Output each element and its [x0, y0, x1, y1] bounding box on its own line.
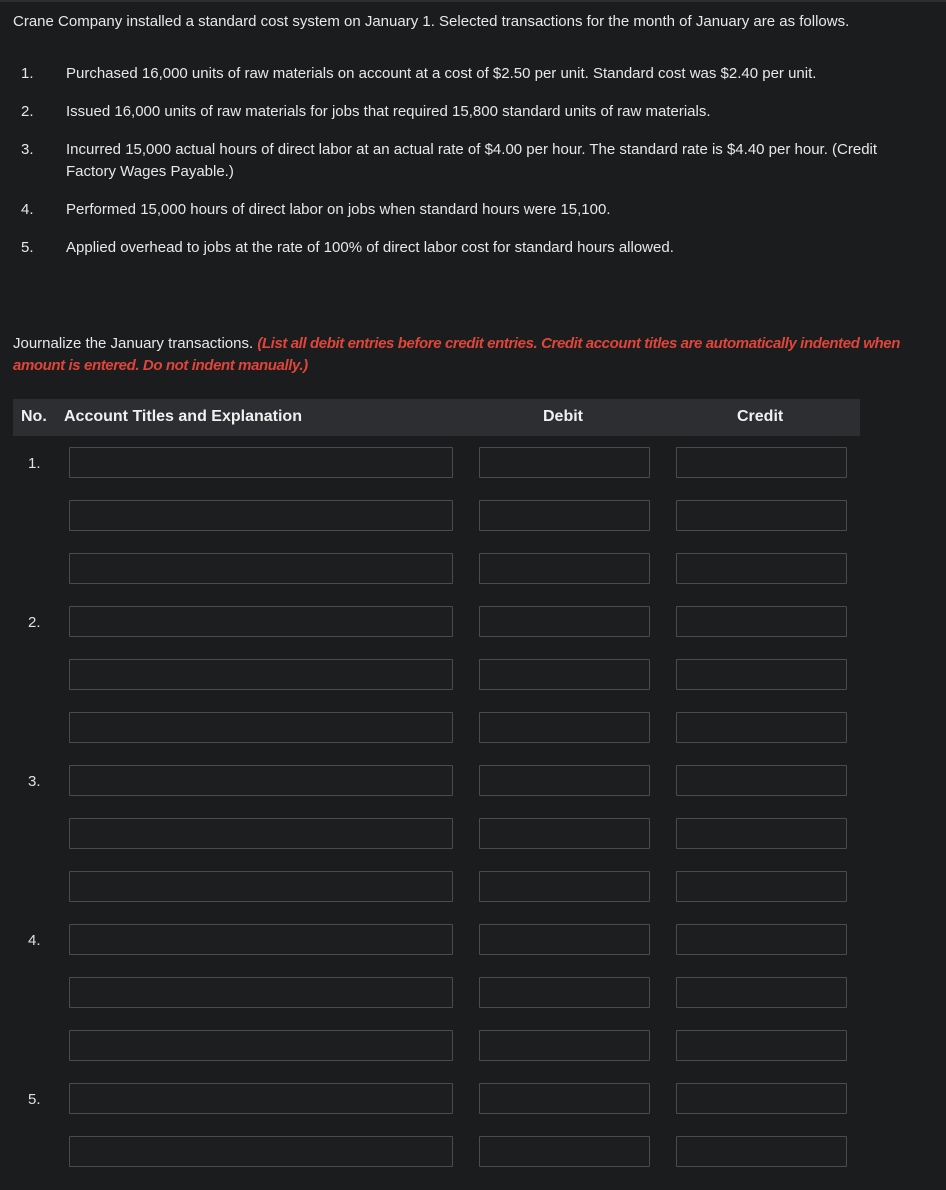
transaction-number: 2. — [21, 103, 34, 120]
header-credit: Credit — [737, 408, 784, 425]
account-title-input[interactable] — [69, 659, 453, 690]
credit-input[interactable] — [676, 447, 847, 478]
debit-input[interactable] — [479, 765, 650, 796]
credit-input[interactable] — [676, 500, 847, 531]
account-title-input[interactable] — [69, 712, 453, 743]
transaction-text: Performed 15,000 hours of direct labor on jobs when standard hours were 15,100. — [66, 201, 611, 218]
transaction-text: Applied overhead to jobs at the rate of 100% of direct labor cost for standard hours allowed. — [66, 239, 674, 256]
debit-input[interactable] — [479, 712, 650, 743]
instruction — [13, 333, 943, 377]
credit-input[interactable] — [676, 1083, 847, 1114]
entry-number: 1. — [28, 455, 41, 472]
entry-number: 3. — [28, 773, 41, 790]
credit-input[interactable] — [676, 553, 847, 584]
transaction-number: 1. — [21, 65, 34, 82]
account-title-input[interactable] — [69, 1083, 453, 1114]
credit-input[interactable] — [676, 659, 847, 690]
credit-input[interactable] — [676, 1136, 847, 1167]
debit-input[interactable] — [479, 553, 650, 584]
credit-input[interactable] — [676, 712, 847, 743]
credit-input[interactable] — [676, 924, 847, 955]
instruction-note: (List all debit entries before credit entries. Credit account titles are automatically indented when amount is entered. Do not indent manually.) — [13, 335, 900, 374]
credit-input[interactable] — [676, 765, 847, 796]
credit-input[interactable] — [676, 1030, 847, 1061]
transaction-text: Issued 16,000 units of raw materials for jobs that required 15,800 standard units of raw materials. — [66, 103, 711, 120]
account-title-input[interactable] — [69, 500, 453, 531]
debit-input[interactable] — [479, 659, 650, 690]
journal-table-header — [13, 399, 860, 436]
account-title-input[interactable] — [69, 1136, 453, 1167]
debit-input[interactable] — [479, 1083, 650, 1114]
credit-input[interactable] — [676, 606, 847, 637]
account-title-input[interactable] — [69, 606, 453, 637]
account-title-input[interactable] — [69, 765, 453, 796]
entry-number: 2. — [28, 614, 41, 631]
credit-input[interactable] — [676, 977, 847, 1008]
account-title-input[interactable] — [69, 818, 453, 849]
account-title-input[interactable] — [69, 924, 453, 955]
entry-number: 4. — [28, 932, 41, 949]
header-debit: Debit — [543, 408, 583, 425]
transaction-number: 5. — [21, 239, 34, 256]
problem-intro: Crane Company installed a standard cost system on January 1. Selected transactions for the month of January are as follows. — [13, 13, 850, 30]
account-title-input[interactable] — [69, 871, 453, 902]
debit-input[interactable] — [479, 500, 650, 531]
debit-input[interactable] — [479, 606, 650, 637]
instruction-text: Journalize the January transactions. — [13, 335, 258, 352]
debit-input[interactable] — [479, 977, 650, 1008]
account-title-input[interactable] — [69, 1030, 453, 1061]
debit-input[interactable] — [479, 924, 650, 955]
account-title-input[interactable] — [69, 977, 453, 1008]
transaction-text: Incurred 15,000 actual hours of direct labor at an actual rate of $4.00 per hour. The standard rate is $4.40 per hour. (Credit Factory Wages Payable.) — [66, 141, 878, 180]
debit-input[interactable] — [479, 447, 650, 478]
debit-input[interactable] — [479, 1136, 650, 1167]
account-title-input[interactable] — [69, 553, 453, 584]
header-no: No. — [21, 408, 47, 425]
credit-input[interactable] — [676, 818, 847, 849]
transaction-number: 4. — [21, 201, 34, 218]
debit-input[interactable] — [479, 1030, 650, 1061]
top-divider — [0, 0, 946, 2]
transaction-number: 3. — [21, 141, 34, 158]
entry-number: 5. — [28, 1091, 41, 1108]
credit-input[interactable] — [676, 871, 847, 902]
debit-input[interactable] — [479, 871, 650, 902]
debit-input[interactable] — [479, 818, 650, 849]
transaction-text: Purchased 16,000 units of raw materials on account at a cost of $2.50 per unit. Standard cost was $2.40 per unit. — [66, 65, 817, 82]
header-account-titles: Account Titles and Explanation — [64, 408, 302, 425]
account-title-input[interactable] — [69, 447, 453, 478]
